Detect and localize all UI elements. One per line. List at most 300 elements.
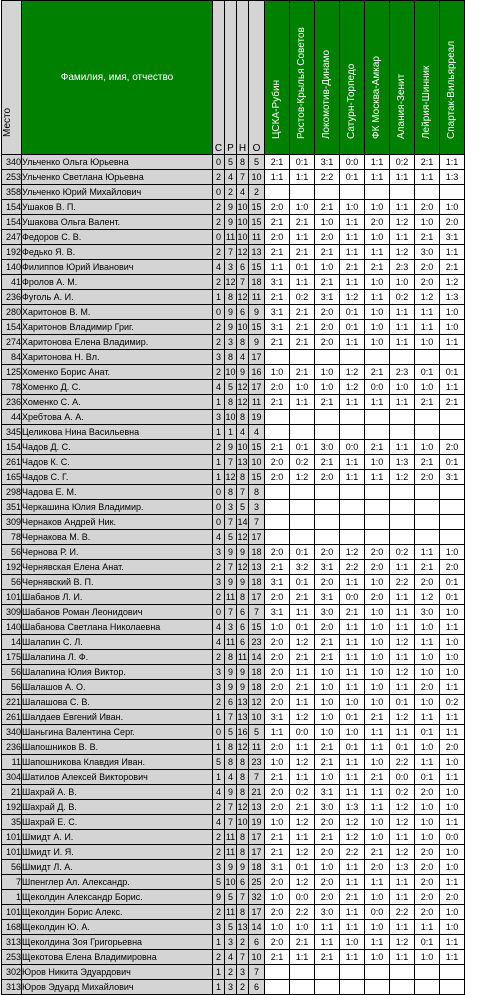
score-cell: 0:0 (340, 440, 365, 455)
points-cell: 10 (249, 950, 265, 965)
score-cell: 2:0 (315, 305, 340, 320)
score-cell: 2:1 (340, 890, 365, 905)
points-cell: 8 (249, 485, 265, 500)
name-cell: Шахрай Е. С. (22, 815, 213, 830)
score-cell: 1:0 (265, 815, 290, 830)
score-cell: 1:1 (340, 575, 365, 590)
score-cell (415, 965, 440, 980)
score-cell: 2:0 (415, 785, 440, 800)
score-cell (390, 350, 415, 365)
draws-cell: 9 (237, 365, 249, 380)
draws-cell: 12 (237, 560, 249, 575)
points-cell: 7 (249, 770, 265, 785)
place-cell: 101 (2, 830, 22, 845)
played-cell: 0 (213, 500, 225, 515)
score-cell: 3:1 (265, 575, 290, 590)
table-row (2, 455, 465, 470)
table-row (2, 740, 465, 755)
place-cell: 274 (2, 335, 22, 350)
played-cell: 2 (213, 590, 225, 605)
score-cell: 2:1 (415, 155, 440, 170)
name-cell: Харитонова Н. Вл. (22, 350, 213, 365)
score-cell: 0:2 (390, 155, 415, 170)
score-cell (415, 350, 440, 365)
score-cell: 1:1 (365, 155, 390, 170)
draws-cell: 3 (237, 965, 249, 980)
score-cell: 1:1 (440, 380, 465, 395)
score-cell: 2:2 (340, 845, 365, 860)
score-cell: 1:0 (440, 800, 465, 815)
score-cell: 1:1 (390, 320, 415, 335)
table-row (2, 860, 465, 875)
wins-cell: 2 (225, 185, 237, 200)
score-cell: 2:1 (290, 680, 315, 695)
wins-cell: 9 (225, 545, 237, 560)
score-cell: 1:1 (390, 620, 415, 635)
score-cell: 2:1 (315, 395, 340, 410)
score-cell: 1:0 (415, 215, 440, 230)
table-row (2, 680, 465, 695)
name-cell: Филиппов Юрий Иванович (22, 260, 213, 275)
score-cell: 2:0 (415, 875, 440, 890)
score-cell (265, 410, 290, 425)
wins-cell: 9 (225, 305, 237, 320)
score-cell: 1:1 (440, 680, 465, 695)
wins-cell: 12 (225, 275, 237, 290)
score-cell (315, 485, 340, 500)
place-cell: 56 (2, 545, 22, 560)
wins-cell: 10 (225, 365, 237, 380)
score-cell: 2:1 (265, 770, 290, 785)
score-cell: 3:0 (415, 245, 440, 260)
score-cell: 2:1 (315, 830, 340, 845)
score-cell: 1:1 (290, 665, 315, 680)
score-cell: 1:0 (440, 845, 465, 860)
header-place (2, 1, 22, 155)
score-cell: 1:1 (440, 620, 465, 635)
score-cell: 2:1 (265, 845, 290, 860)
draws-cell: 13 (237, 920, 249, 935)
score-cell: 2:0 (415, 575, 440, 590)
score-cell: 0:1 (415, 770, 440, 785)
place-cell: 7 (2, 875, 22, 890)
score-cell: 2:1 (340, 605, 365, 620)
score-cell: 1:2 (340, 365, 365, 380)
score-cell: 0:1 (440, 575, 465, 590)
score-cell: 1:1 (390, 170, 415, 185)
score-cell: 1:1 (415, 170, 440, 185)
score-cell: 1:2 (440, 275, 465, 290)
points-cell: 18 (249, 680, 265, 695)
points-cell: 7 (249, 965, 265, 980)
points-cell: 13 (249, 245, 265, 260)
place-cell: 298 (2, 485, 22, 500)
score-cell: 1:0 (315, 725, 340, 740)
place-cell: 236 (2, 290, 22, 305)
points-cell: 18 (249, 275, 265, 290)
score-cell: 1:0 (365, 335, 390, 350)
wins-cell: 8 (225, 395, 237, 410)
place-cell: 78 (2, 380, 22, 395)
score-cell: 1:1 (290, 950, 315, 965)
wins-cell: 11 (225, 905, 237, 920)
score-cell: 1:1 (265, 260, 290, 275)
match-label: Ростов-Крылья Советов (296, 27, 307, 139)
score-cell (415, 515, 440, 530)
draws-cell: 13 (237, 455, 249, 470)
score-cell: 1:1 (415, 710, 440, 725)
score-cell: 0:1 (340, 320, 365, 335)
score-cell: 1:0 (440, 605, 465, 620)
table-row (2, 275, 465, 290)
score-cell: 1:2 (390, 665, 415, 680)
match-label: Сатурн-Торпедо (346, 63, 357, 139)
score-cell: 0:2 (390, 785, 415, 800)
score-cell: 0:1 (415, 725, 440, 740)
score-cell (265, 965, 290, 980)
header-match-6 (390, 1, 415, 155)
score-cell: 2:1 (315, 635, 340, 650)
name-cell: Щеколдин Александр Борис. (22, 890, 213, 905)
score-cell: 2:0 (315, 845, 340, 860)
score-cell: 1:0 (315, 365, 340, 380)
score-cell: 0:0 (365, 905, 390, 920)
score-cell: 1:1 (290, 395, 315, 410)
score-cell: 0:1 (290, 620, 315, 635)
name-cell: Чернакова М. В. (22, 530, 213, 545)
place-cell: 358 (2, 185, 22, 200)
points-cell: 10 (249, 170, 265, 185)
score-cell: 0:1 (390, 740, 415, 755)
score-cell: 1:1 (340, 875, 365, 890)
points-cell: 11 (249, 230, 265, 245)
score-cell (290, 185, 315, 200)
score-cell: 2:0 (315, 620, 340, 635)
score-cell: 2:2 (290, 905, 315, 920)
wins-cell: 5 (225, 155, 237, 170)
draws-cell: 8 (237, 905, 249, 920)
score-cell: 1:0 (365, 200, 390, 215)
draws-cell: 12 (237, 290, 249, 305)
table-row (2, 290, 465, 305)
table-row (2, 515, 465, 530)
draws-cell: 12 (237, 530, 249, 545)
score-cell: 1:1 (290, 770, 315, 785)
score-cell: 2:1 (415, 395, 440, 410)
score-cell: 2:0 (440, 890, 465, 905)
score-cell: 2:1 (315, 275, 340, 290)
score-cell: 2:0 (265, 455, 290, 470)
score-cell (415, 410, 440, 425)
score-cell: 1:1 (290, 830, 315, 845)
score-cell: 0:1 (440, 455, 465, 470)
name-cell: Ульченко Ольга Юрьевна (22, 155, 213, 170)
score-cell (315, 500, 340, 515)
table-row (2, 200, 465, 215)
score-cell: 2:1 (365, 440, 390, 455)
score-cell: 1:1 (290, 230, 315, 245)
played-cell: 2 (213, 215, 225, 230)
place-cell: 154 (2, 320, 22, 335)
score-cell: 2:0 (265, 470, 290, 485)
score-cell: 1:1 (365, 395, 390, 410)
wins-cell: 7 (225, 815, 237, 830)
score-cell: 2:1 (290, 320, 315, 335)
score-cell: 3:1 (315, 590, 340, 605)
table-row (2, 380, 465, 395)
table-row (2, 410, 465, 425)
points-cell: 9 (249, 335, 265, 350)
score-cell: 1:0 (315, 770, 340, 785)
score-cell: 1:1 (265, 170, 290, 185)
wins-cell: 5 (225, 890, 237, 905)
header-match-1 (265, 1, 290, 155)
score-cell: 1:1 (390, 830, 415, 845)
place-cell: 101 (2, 845, 22, 860)
score-cell: 1:0 (340, 935, 365, 950)
wins-cell: 9 (225, 785, 237, 800)
wins-cell: 8 (225, 650, 237, 665)
score-cell: 1:1 (365, 935, 390, 950)
name-cell: Юров Эдуард Михайлович (22, 980, 213, 995)
name-cell: Целикова Нина Васильевна (22, 425, 213, 440)
played-cell: 2 (213, 845, 225, 860)
score-cell: 1:1 (365, 740, 390, 755)
points-cell: 9 (249, 305, 265, 320)
name-cell: Ульченко Юрий Михайлович (22, 185, 213, 200)
score-cell: 1:2 (390, 215, 415, 230)
wins-cell: 5 (225, 920, 237, 935)
header-stat-r: Р (225, 1, 237, 155)
name-cell: Шмидт И. Я. (22, 845, 213, 860)
score-cell: 2:1 (365, 845, 390, 860)
score-cell: 1:1 (365, 800, 390, 815)
score-cell: 1:0 (415, 740, 440, 755)
score-cell: 2:0 (265, 905, 290, 920)
place-cell: 236 (2, 740, 22, 755)
name-cell: Щеколдина Зоя Григорьевна (22, 935, 213, 950)
name-cell: Чернаков Андрей Ник. (22, 515, 213, 530)
score-cell: 1:1 (365, 875, 390, 890)
points-cell: 19 (249, 410, 265, 425)
score-cell: 2:1 (315, 200, 340, 215)
place-cell: 340 (2, 155, 22, 170)
score-cell: 1:0 (365, 650, 390, 665)
score-cell: 0:0 (440, 830, 465, 845)
score-cell: 1:1 (390, 875, 415, 890)
table-row (2, 845, 465, 860)
score-cell (440, 980, 465, 995)
score-cell: 1:0 (365, 665, 390, 680)
score-cell: 3:0 (315, 605, 340, 620)
played-cell: 1 (213, 455, 225, 470)
score-cell: 1:1 (390, 230, 415, 245)
place-cell: 101 (2, 905, 22, 920)
score-cell (315, 980, 340, 995)
score-cell: 1:0 (440, 920, 465, 935)
score-cell: 1:0 (440, 305, 465, 320)
score-cell: 2:0 (415, 470, 440, 485)
score-cell: 2:3 (390, 260, 415, 275)
place-cell: 309 (2, 605, 22, 620)
place-cell: 247 (2, 230, 22, 245)
points-cell: 10 (249, 455, 265, 470)
score-cell: 2:0 (315, 230, 340, 245)
points-cell: 11 (249, 395, 265, 410)
score-cell: 1:2 (340, 380, 365, 395)
points-cell: 17 (249, 530, 265, 545)
name-cell: Юров Никита Эдуардович (22, 965, 213, 980)
wins-cell: 8 (225, 350, 237, 365)
name-cell: Федоров С. В. (22, 230, 213, 245)
wins-cell: 8 (225, 755, 237, 770)
match-label: ЦСКА-Рубин (271, 79, 282, 139)
score-cell (340, 410, 365, 425)
points-cell: 14 (249, 920, 265, 935)
played-cell: 0 (213, 515, 225, 530)
table-row (2, 905, 465, 920)
score-cell: 2:0 (265, 200, 290, 215)
name-cell: Шалапин С. Л. (22, 635, 213, 650)
place-cell: 261 (2, 455, 22, 470)
points-cell: 3 (249, 500, 265, 515)
score-cell (440, 500, 465, 515)
score-cell (340, 425, 365, 440)
table-row (2, 470, 465, 485)
points-cell: 18 (249, 545, 265, 560)
draws-cell: 9 (237, 575, 249, 590)
score-cell: 1:3 (390, 455, 415, 470)
score-cell: 1:0 (365, 620, 390, 635)
name-cell: Хребтова А. А. (22, 410, 213, 425)
score-cell: 1:0 (365, 815, 390, 830)
score-cell: 0:0 (390, 770, 415, 785)
name-cell: Чернявский В. П. (22, 575, 213, 590)
score-cell: 2:2 (390, 905, 415, 920)
points-cell: 15 (249, 260, 265, 275)
played-cell: 2 (213, 950, 225, 965)
score-cell: 1:1 (390, 650, 415, 665)
draws-cell: 10 (237, 440, 249, 455)
score-cell: 2:0 (415, 845, 440, 860)
score-cell: 2:0 (265, 650, 290, 665)
score-cell: 2:0 (265, 545, 290, 560)
score-cell: 1:0 (340, 200, 365, 215)
score-cell: 1:1 (290, 740, 315, 755)
played-cell: 2 (213, 200, 225, 215)
score-cell: 1:1 (440, 335, 465, 350)
wins-cell: 3 (225, 935, 237, 950)
score-cell (415, 530, 440, 545)
name-cell: Шалашова С. В. (22, 695, 213, 710)
played-cell: 2 (213, 830, 225, 845)
name-cell: Фуголь А. И. (22, 290, 213, 305)
name-cell: Шмидт Л. А. (22, 860, 213, 875)
table-row (2, 770, 465, 785)
score-cell: 1:1 (340, 215, 365, 230)
draws-cell: 8 (237, 830, 249, 845)
score-cell: 2:1 (265, 155, 290, 170)
score-cell: 1:1 (415, 755, 440, 770)
name-cell: Шабанов Роман Леонидович (22, 605, 213, 620)
played-cell: 2 (213, 335, 225, 350)
score-cell: 3:0 (315, 440, 340, 455)
score-cell: 1:1 (415, 305, 440, 320)
place-cell: 192 (2, 560, 22, 575)
table-row (2, 620, 465, 635)
points-cell: 18 (249, 575, 265, 590)
score-cell (340, 515, 365, 530)
header-place-label: Место (2, 107, 13, 137)
score-cell (365, 425, 390, 440)
score-cell: 1:2 (340, 815, 365, 830)
header-match-8 (440, 1, 465, 155)
score-cell: 1:0 (415, 335, 440, 350)
score-cell: 2:1 (365, 260, 390, 275)
match-label: Локомотив-Динамо (321, 49, 332, 139)
score-cell: 0:0 (290, 890, 315, 905)
score-cell (390, 965, 415, 980)
score-cell: 2:0 (315, 890, 340, 905)
score-cell: 0:1 (290, 860, 315, 875)
score-cell (290, 485, 315, 500)
match-label: Лейрия-Шинник (421, 65, 432, 139)
wins-cell: 5 (225, 530, 237, 545)
table-row (2, 170, 465, 185)
wins-cell: 7 (225, 800, 237, 815)
table-row (2, 350, 465, 365)
score-cell: 1:1 (290, 605, 315, 620)
score-cell: 1:1 (390, 200, 415, 215)
table-row (2, 875, 465, 890)
score-cell: 0:2 (440, 695, 465, 710)
played-cell: 0 (213, 185, 225, 200)
score-cell: 0:1 (440, 590, 465, 605)
wins-cell: 10 (225, 410, 237, 425)
place-cell: 236 (2, 395, 22, 410)
place-cell: 192 (2, 800, 22, 815)
score-cell: 1:2 (390, 815, 415, 830)
points-cell: 15 (249, 215, 265, 230)
score-cell: 2:1 (290, 245, 315, 260)
score-cell (440, 530, 465, 545)
score-cell: 1:2 (340, 830, 365, 845)
played-cell: 1 (213, 980, 225, 995)
score-cell: 1:0 (290, 380, 315, 395)
score-cell: 1:0 (440, 860, 465, 875)
table-row (2, 890, 465, 905)
score-cell (365, 485, 390, 500)
draws-cell: 8 (237, 410, 249, 425)
table-row (2, 545, 465, 560)
wins-cell: 1 (225, 425, 237, 440)
match-label: Алания-Зенит (396, 73, 407, 139)
score-cell: 1:1 (315, 920, 340, 935)
score-cell (315, 425, 340, 440)
score-cell: 2:1 (290, 590, 315, 605)
table-row (2, 185, 465, 200)
score-cell (365, 980, 390, 995)
score-cell: 1:0 (415, 620, 440, 635)
name-cell: Хоменко Д. С. (22, 380, 213, 395)
name-cell: Шалапина Юлия Виктор. (22, 665, 213, 680)
place-cell: 11 (2, 755, 22, 770)
score-cell: 2:1 (340, 260, 365, 275)
score-cell (265, 980, 290, 995)
wins-cell: 11 (225, 230, 237, 245)
draws-cell: 6 (237, 620, 249, 635)
score-cell: 1:1 (390, 560, 415, 575)
